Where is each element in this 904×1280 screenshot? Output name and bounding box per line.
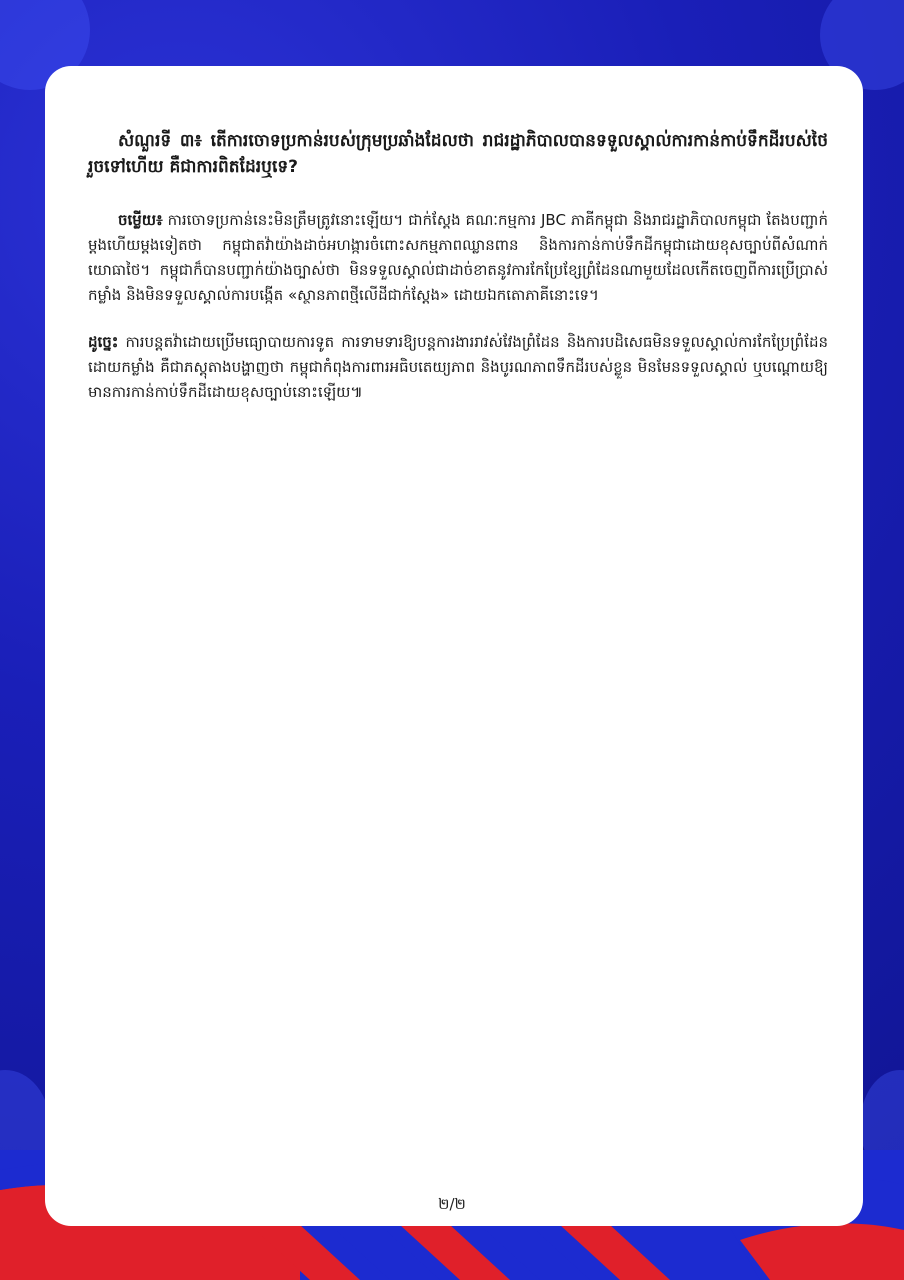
- document-body: [88, 128, 828, 427]
- question-paragraph: [88, 128, 828, 180]
- conclusion-text: ការបន្តតវ៉ាដោយប្រើមធ្យោបាយការទូត ការទាមទារឱ្យបន្តការងាររាវស់វែងព្រំដែន និងការបដិសេធមិនទទួលស្គាល់ការកែប្រែព្រំដែនដោយកម្លាំង គឺជាភស្តុតាងបង្ហាញថា កម្ពុជាកំពុងការពារអធិបតេយ្យភាព និងបូរណភាពទឹកដីរបស់ខ្លួន មិនមែនទទួលស្គាល់ ឬបណ្តោយឱ្យមានការកាន់កាប់ទឹកដីដោយខុសច្បាប់នោះឡើយ៕: [88, 333, 828, 401]
- question-label: សំណួរទី ៣៖: [118, 131, 202, 151]
- answer-text: ការចោទប្រកាន់នេះមិនត្រឹមត្រូវនោះឡើយ។ ជាក់ស្តែង គណៈកម្មការ JBC ភាគីកម្ពុជា និងរាជរដ្ឋាភិបាលកម្ពុជា តែងបញ្ជាក់ម្តងហើយម្តងទៀតថា កម្ពុជាតវ៉ាយ៉ាងដាច់អហង្ការចំពោះសកម្មភាពឈ្លានពាន និងការកាន់កាប់ទឹកដីកម្ពុជាដោយខុសច្បាប់ពីសំណាក់យោធាថៃ។ កម្ពុជាក៏បានបញ្ជាក់យ៉ាងច្បាស់ថា មិនទទួលស្គាល់ជាដាច់ខាតនូវការកែប្រែខ្សែព្រំដែនណាមួយដែលកើតចេញពីការប្រើប្រាស់កម្លាំង និងមិនទទួលស្គាល់ការបង្កើត «ស្ថានភាពថ្មីលើដីជាក់ស្តែង» ដោយឯកតោភាគីនោះទេ។: [88, 211, 828, 304]
- page-number: ២/២: [438, 1195, 466, 1213]
- conclusion-label: ដូច្នេះ: [88, 333, 119, 351]
- answer-label: ចម្លើយ៖: [118, 211, 163, 229]
- conclusion-paragraph: [88, 330, 828, 405]
- question-text: តើការចោទប្រកាន់របស់ក្រុមប្រឆាំងដែលថា រាជរដ្ឋាភិបាលបានទទួលស្គាល់ការកាន់កាប់ទឹកដីរបស់ថៃរួចទៅហើយ គឺជាការពិតដែរឬទេ?: [88, 131, 828, 177]
- answer-paragraph: [88, 208, 828, 308]
